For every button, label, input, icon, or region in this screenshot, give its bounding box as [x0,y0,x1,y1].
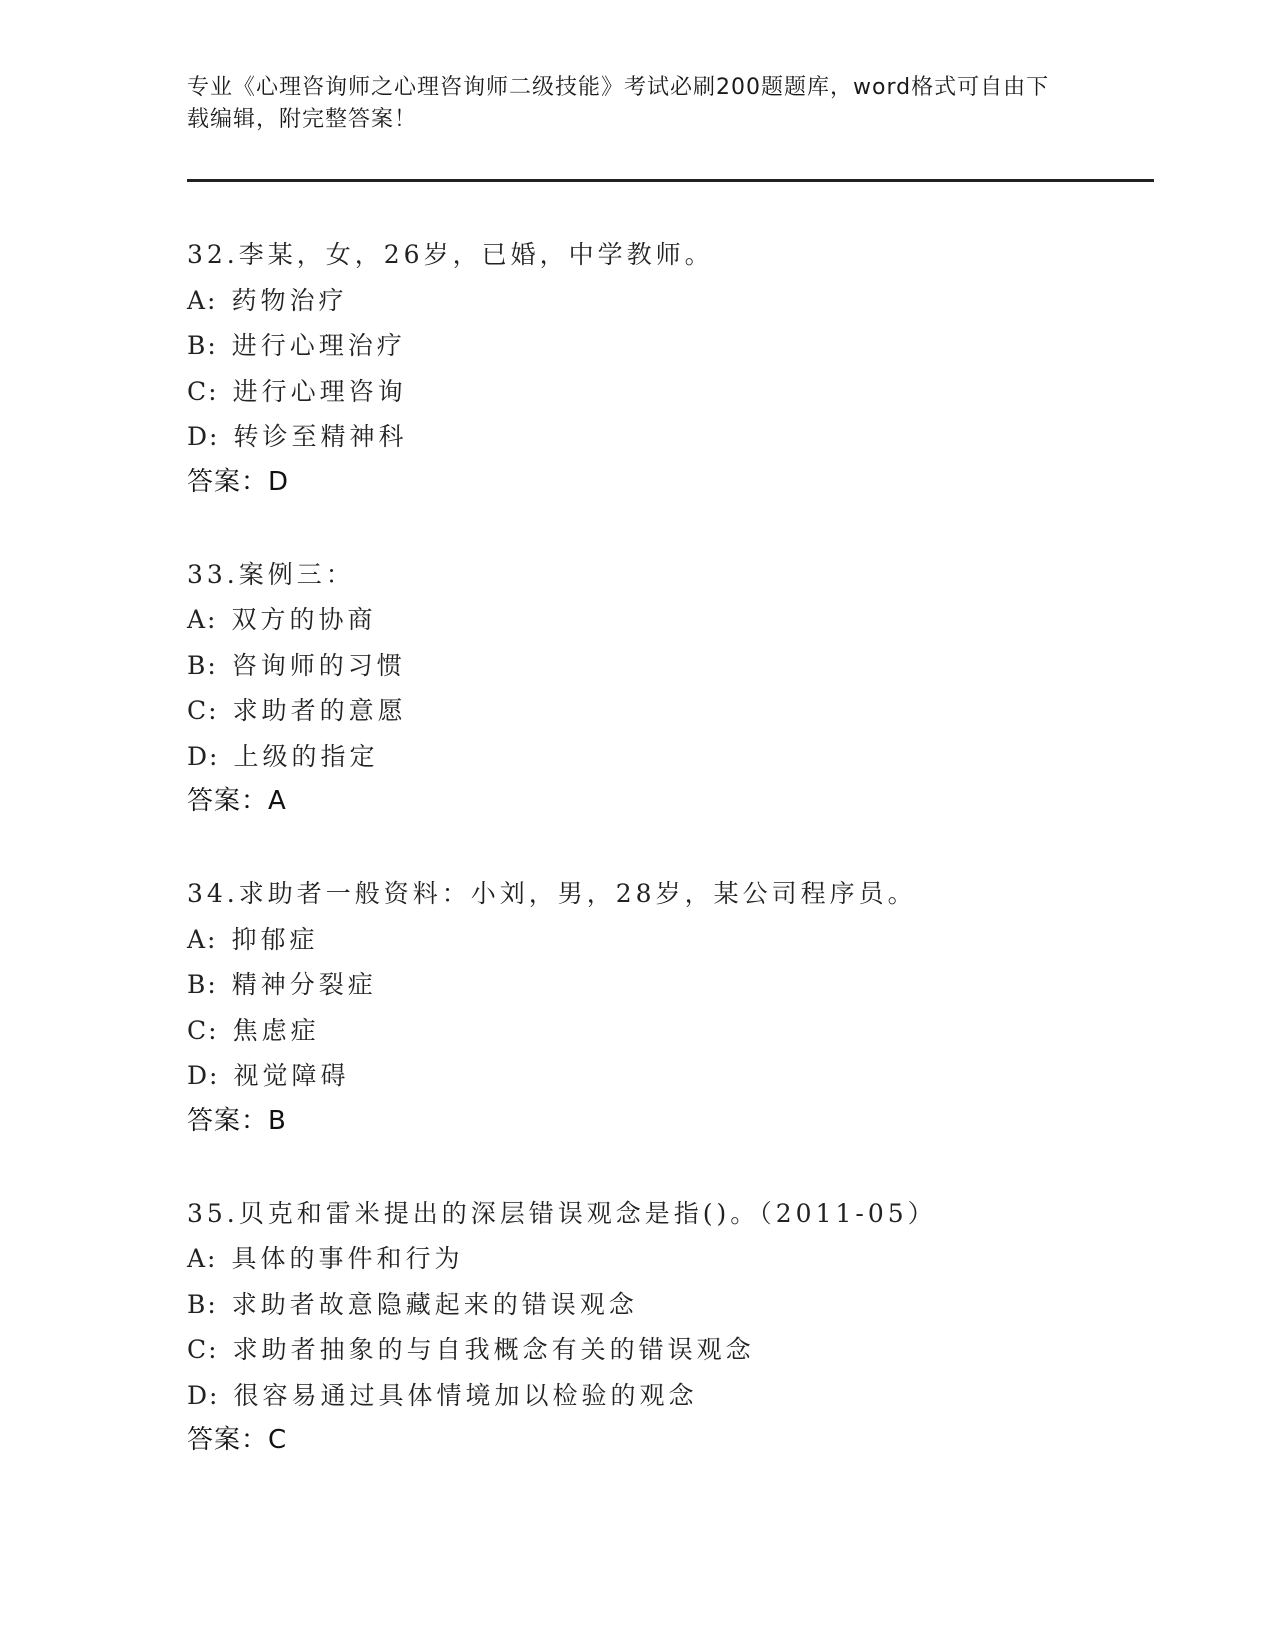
option-text: 药物治疗 [231,285,348,315]
option-c [187,369,1147,415]
option-b [187,323,1147,369]
option-text: 求助者的意愿 [232,696,407,725]
option-letter: A: [187,924,218,954]
option-letter: D: [187,1061,220,1090]
option-b [187,1282,1147,1328]
document-header: 专业《心理咨询师之心理咨询师二级技能》考试必刷200题题库，word格式可自由下载编辑，附完整答案！ [187,75,1050,132]
option-text: 双方的协商 [231,605,377,634]
option-a [187,278,1147,324]
question-list [187,232,1147,1463]
option-text: 咨询师的习惯 [231,650,406,680]
option-text: 求助者抽象的与自我概念有关的错误观念 [232,1335,755,1364]
answer-line: 答案：A [187,786,287,816]
option-text: 焦虑症 [232,1015,320,1045]
option-text: 求助者故意隐藏起来的错误观念 [231,1289,638,1319]
option-c [187,1008,1147,1054]
answer-line: 答案：B [187,1105,287,1136]
option-letter: C: [187,1335,219,1364]
question-stem: 33.案例三： [187,559,355,589]
question-stem: 32.李某，女，26岁，已婚，中学教师。 [187,240,714,269]
option-text: 进行心理治疗 [231,331,406,360]
option-text: 精神分裂症 [231,970,377,999]
question-block [187,232,1147,505]
option-a [187,1236,1147,1282]
option-letter: A: [187,1244,218,1273]
option-letter: D: [187,1380,220,1410]
option-text: 很容易通过具体情境加以检验的观念 [233,1380,698,1410]
option-b [187,643,1147,689]
answer-line: 答案：C [187,1425,288,1455]
option-d [187,1373,1147,1419]
option-letter: C: [187,1015,219,1045]
option-c [187,1327,1147,1373]
option-text: 转诊至精神科 [233,422,408,451]
option-text: 视觉障碍 [233,1061,350,1090]
option-letter: A: [187,605,218,634]
option-text: 进行心理咨询 [232,376,407,406]
option-c [187,688,1147,734]
option-d [187,414,1147,460]
question-stem: 34.求助者一般资料：小刘，男，28岁，某公司程序员。 [187,879,917,908]
option-letter: B: [187,970,218,999]
option-a [187,597,1147,643]
option-letter: C: [187,376,219,406]
option-letter: D: [187,422,220,451]
option-b [187,962,1147,1008]
option-text: 抑郁症 [231,924,319,954]
option-letter: B: [187,1289,218,1319]
option-letter: B: [187,650,218,680]
question-block [187,871,1147,1144]
option-a [187,917,1147,963]
header-divider [187,179,1154,182]
option-letter: D: [187,741,220,771]
question-block [187,1191,1147,1464]
option-text: 具体的事件和行为 [231,1244,464,1273]
option-d [187,1053,1147,1099]
option-d [187,734,1147,780]
option-letter: C: [187,696,219,725]
question-block [187,552,1147,825]
option-letter: B: [187,331,218,360]
question-stem: 35.贝克和雷米提出的深层错误观念是指()。（2011-05） [187,1198,937,1228]
answer-line: 答案：D [187,466,290,497]
option-text: 上级的指定 [233,741,379,771]
option-letter: A: [187,285,218,315]
